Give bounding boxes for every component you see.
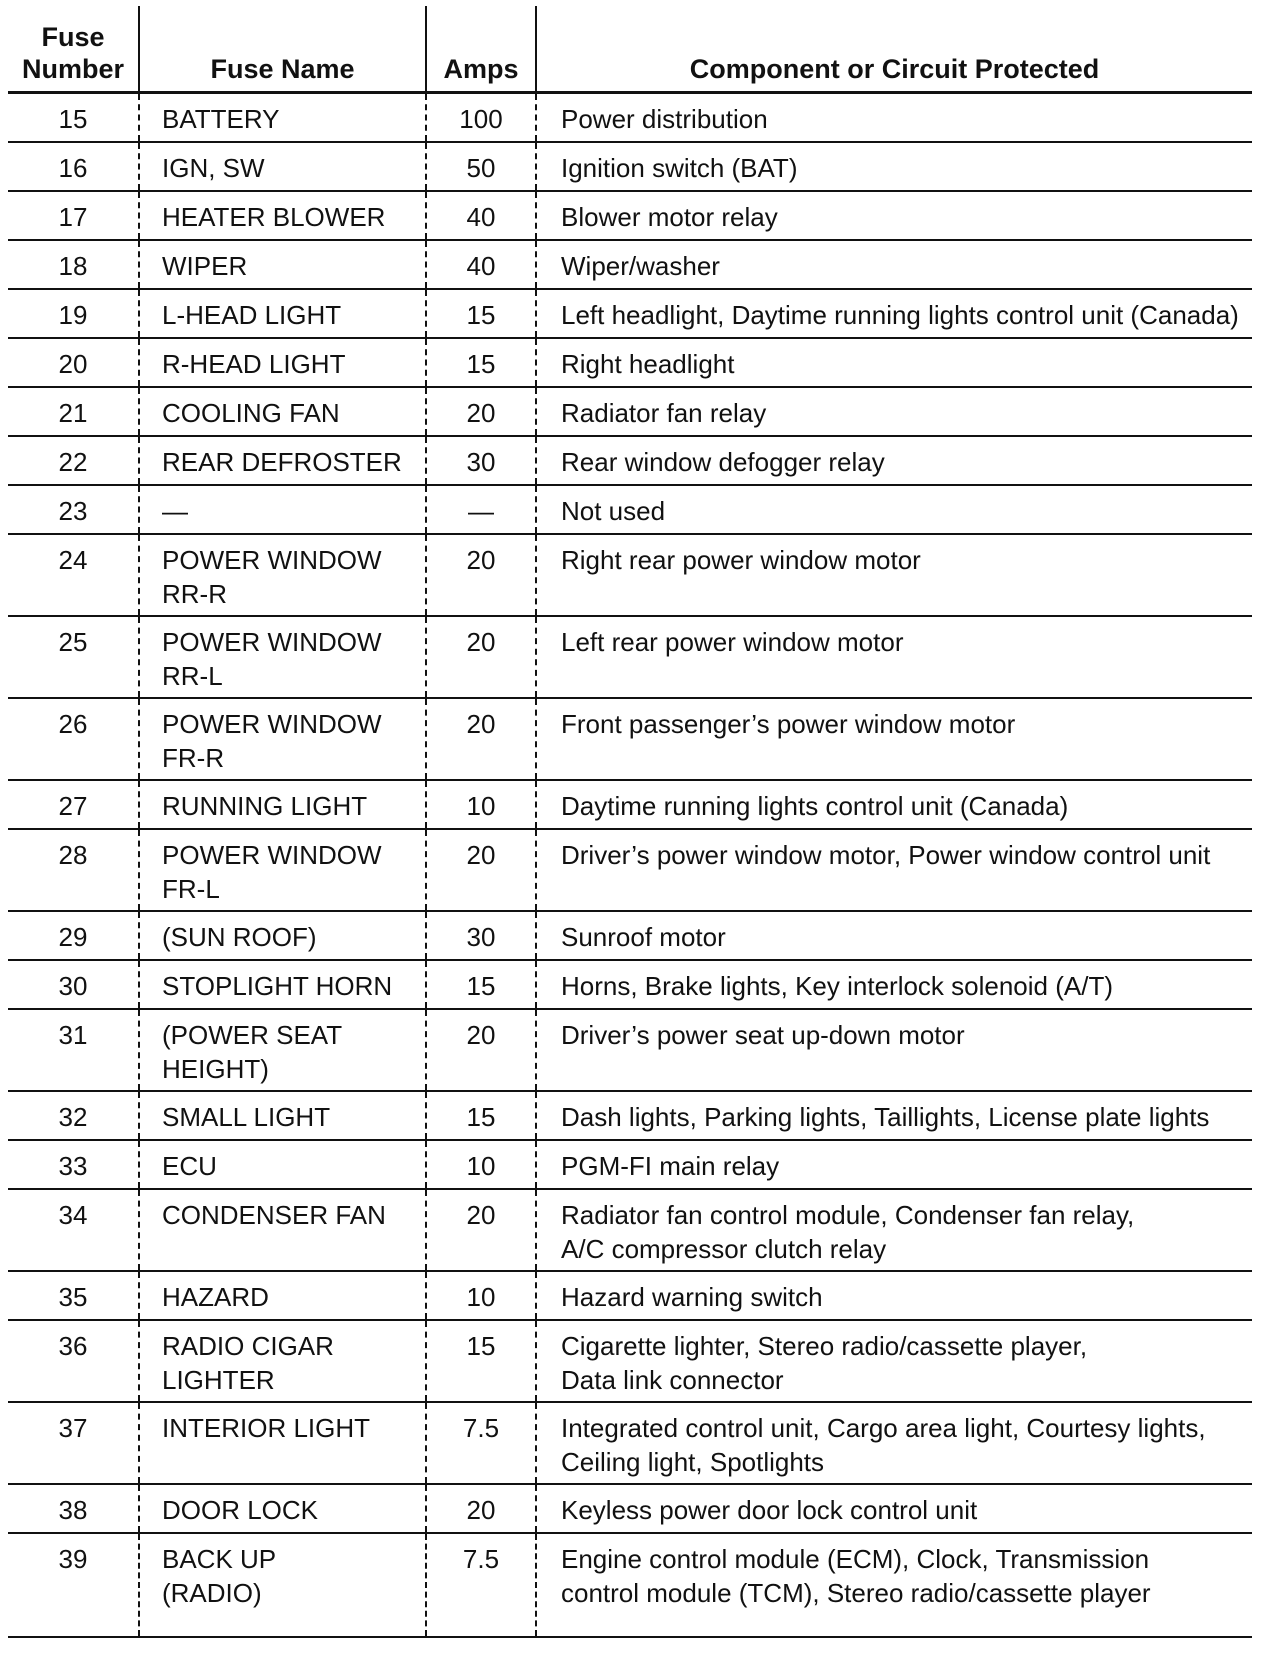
fuse-name-cell: L-HEAD LIGHT [138, 290, 425, 337]
table-row [8, 339, 1252, 388]
table-row [8, 1485, 1252, 1534]
fuse-number-cell: 36 [58, 1331, 88, 1361]
fuse-name-cell: STOPLIGHT HORN [138, 961, 425, 1008]
fuse-number-cell: 27 [58, 791, 88, 821]
amps-cell: 10 [425, 781, 535, 828]
fuse-name-cell: INTERIOR LIGHT [138, 1403, 425, 1483]
header-component: Component or Circuit Protected [535, 6, 1252, 91]
fuse-name-cell: BATTERY [138, 94, 425, 141]
table-row [8, 94, 1252, 143]
fuse-number-cell: 22 [58, 447, 88, 477]
header-amps: Amps [425, 6, 535, 91]
fuse-name-cell: (SUN ROOF) [138, 912, 425, 959]
fuse-name-cell: POWER WINDOW FR-R [138, 699, 425, 779]
component-cell: PGM-FI main relay [535, 1141, 1252, 1188]
table-row [8, 781, 1252, 830]
table-row [8, 1403, 1252, 1485]
component-cell: Left rear power window motor [535, 617, 1252, 697]
fuse-name-cell: POWER WINDOW RR-L [138, 617, 425, 697]
amps-cell: 20 [425, 535, 535, 615]
component-cell: Horns, Brake lights, Key interlock solenoid (A/T) [535, 961, 1252, 1008]
amps-cell: 10 [425, 1272, 535, 1319]
amps-cell: 20 [425, 830, 535, 910]
fuse-number-cell: 31 [58, 1020, 88, 1050]
fuse-number-cell: 19 [58, 300, 88, 330]
component-cell: Hazard warning switch [535, 1272, 1252, 1319]
component-cell: Engine control module (ECM), Clock, Transmission control module (TCM), Stereo radio/cassette player [535, 1534, 1252, 1636]
table-row [8, 1010, 1252, 1092]
amps-cell: 50 [425, 143, 535, 190]
component-cell: Blower motor relay [535, 192, 1252, 239]
table-row [8, 1534, 1252, 1638]
fuse-number-cell: 37 [58, 1413, 88, 1443]
amps-cell: 100 [425, 94, 535, 141]
table-row [8, 437, 1252, 486]
component-cell: Integrated control unit, Cargo area light, Courtesy lights, Ceiling light, Spotlights [535, 1403, 1252, 1483]
component-cell: Driver’s power seat up-down motor [535, 1010, 1252, 1090]
amps-cell: 15 [425, 1092, 535, 1139]
fuse-table [8, 6, 1252, 1638]
amps-cell: 15 [425, 290, 535, 337]
fuse-number-cell: 38 [58, 1495, 88, 1525]
fuse-number-cell: 24 [58, 545, 88, 575]
table-row [8, 699, 1252, 781]
fuse-name-cell: COOLING FAN [138, 388, 425, 435]
amps-cell: 20 [425, 388, 535, 435]
fuse-number-cell: 29 [58, 922, 88, 952]
table-row [8, 241, 1252, 290]
amps-cell: 20 [425, 1010, 535, 1090]
fuse-name-cell: — [138, 486, 425, 533]
fuse-number-cell: 23 [58, 496, 88, 526]
amps-cell: 15 [425, 339, 535, 386]
fuse-number-cell: 15 [58, 104, 88, 134]
fuse-name-cell: POWER WINDOW FR-L [138, 830, 425, 910]
fuse-name-cell: SMALL LIGHT [138, 1092, 425, 1139]
table-row [8, 830, 1252, 912]
fuse-name-cell: RADIO CIGAR LIGHTER [138, 1321, 425, 1401]
table-row [8, 1141, 1252, 1190]
amps-cell: 7.5 [425, 1534, 535, 1636]
table-row [8, 388, 1252, 437]
header-fuse-number: Fuse Number [21, 22, 124, 84]
component-cell: Daytime running lights control unit (Canada) [535, 781, 1252, 828]
fuse-number-cell: 33 [58, 1151, 88, 1181]
header-fuse-name: Fuse Name [138, 6, 425, 91]
fuse-number-cell: 18 [58, 251, 88, 281]
table-body [8, 94, 1252, 1638]
table-header-row [8, 6, 1252, 94]
component-cell: Sunroof motor [535, 912, 1252, 959]
fuse-number-cell: 30 [58, 971, 88, 1001]
amps-cell: 30 [425, 912, 535, 959]
fuse-name-cell: (POWER SEAT HEIGHT) [138, 1010, 425, 1090]
component-cell: Rear window defogger relay [535, 437, 1252, 484]
amps-cell: 20 [425, 699, 535, 779]
fuse-number-cell: 21 [58, 398, 88, 428]
amps-cell: 30 [425, 437, 535, 484]
component-cell: Cigarette lighter, Stereo radio/cassette player, Data link connector [535, 1321, 1252, 1401]
fuse-number-cell: 39 [58, 1544, 88, 1574]
fuse-number-cell: 16 [58, 153, 88, 183]
component-cell: Right rear power window motor [535, 535, 1252, 615]
fuse-name-cell: R-HEAD LIGHT [138, 339, 425, 386]
fuse-number-cell: 20 [58, 349, 88, 379]
fuse-number-cell: 32 [58, 1102, 88, 1132]
component-cell: Not used [535, 486, 1252, 533]
table-row [8, 143, 1252, 192]
amps-cell: — [425, 486, 535, 533]
table-row [8, 961, 1252, 1010]
fuse-number-cell: 35 [58, 1282, 88, 1312]
amps-cell: 7.5 [425, 1403, 535, 1483]
fuse-name-cell: POWER WINDOW RR-R [138, 535, 425, 615]
amps-cell: 15 [425, 1321, 535, 1401]
fuse-name-cell: RUNNING LIGHT [138, 781, 425, 828]
component-cell: Radiator fan relay [535, 388, 1252, 435]
component-cell: Right headlight [535, 339, 1252, 386]
fuse-number-cell: 25 [58, 627, 88, 657]
amps-cell: 20 [425, 1190, 535, 1270]
fuse-name-cell: REAR DEFROSTER [138, 437, 425, 484]
fuse-number-cell: 34 [58, 1200, 88, 1230]
amps-cell: 20 [425, 617, 535, 697]
component-cell: Dash lights, Parking lights, Taillights, License plate lights [535, 1092, 1252, 1139]
fuse-name-cell: DOOR LOCK [138, 1485, 425, 1532]
amps-cell: 40 [425, 192, 535, 239]
table-row [8, 617, 1252, 699]
fuse-number-cell: 26 [58, 709, 88, 739]
amps-cell: 20 [425, 1485, 535, 1532]
fuse-name-cell: HAZARD [138, 1272, 425, 1319]
fuse-name-cell: BACK UP (RADIO) [138, 1534, 425, 1636]
amps-cell: 10 [425, 1141, 535, 1188]
fuse-number-cell: 17 [58, 202, 88, 232]
fuse-name-cell: IGN, SW [138, 143, 425, 190]
fuse-name-cell: CONDENSER FAN [138, 1190, 425, 1270]
table-row [8, 1190, 1252, 1272]
fuse-name-cell: WIPER [138, 241, 425, 288]
component-cell: Left headlight, Daytime running lights control unit (Canada) [535, 290, 1252, 337]
table-row [8, 912, 1252, 961]
fuse-number-cell: 28 [58, 840, 88, 870]
component-cell: Power distribution [535, 94, 1252, 141]
table-row [8, 486, 1252, 535]
component-cell: Wiper/washer [535, 241, 1252, 288]
component-cell: Driver’s power window motor, Power window control unit [535, 830, 1252, 910]
table-row [8, 290, 1252, 339]
component-cell: Radiator fan control module, Condenser fan relay, A/C compressor clutch relay [535, 1190, 1252, 1270]
component-cell: Keyless power door lock control unit [535, 1485, 1252, 1532]
amps-cell: 15 [425, 961, 535, 1008]
table-row [8, 1272, 1252, 1321]
table-row [8, 535, 1252, 617]
component-cell: Ignition switch (BAT) [535, 143, 1252, 190]
table-row [8, 1092, 1252, 1141]
component-cell: Front passenger’s power window motor [535, 699, 1252, 779]
table-row [8, 1321, 1252, 1403]
fuse-name-cell: ECU [138, 1141, 425, 1188]
fuse-name-cell: HEATER BLOWER [138, 192, 425, 239]
amps-cell: 40 [425, 241, 535, 288]
table-row [8, 192, 1252, 241]
